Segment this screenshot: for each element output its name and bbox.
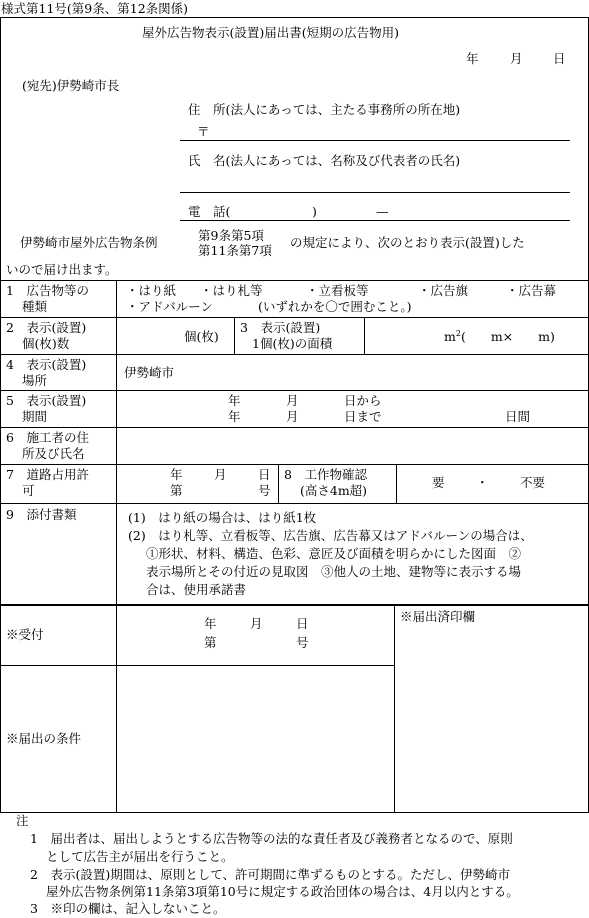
row1-label-2: 種類 (22, 299, 48, 314)
row8-label-2: (高さ4m超) (300, 483, 368, 498)
row4-label-2: 場所 (22, 373, 48, 388)
ad-type-option[interactable]: ・立看板等 (306, 283, 369, 298)
ad-type-option[interactable]: ・広告幕 (506, 283, 557, 298)
ad-type-option[interactable]: ・広告旗 (418, 283, 469, 298)
addressee: (宛先)伊勢崎市長 (22, 78, 120, 93)
ad-type-option[interactable]: ・アドバルーン (126, 299, 214, 314)
row7-label: 7 道路占用許 (6, 467, 89, 482)
list-item: (2) はり札等、立看板等、広告旗、広告幕又はアドバルーンの場合は、 (128, 528, 533, 543)
ad-type-note: (いずれかを〇で囲むこと。) (258, 299, 412, 314)
note-line: 3 ※印の欄は、記入しないこと。 (30, 901, 226, 916)
stamp-label: ※届出済印欄 (400, 609, 476, 624)
notes-heading: 注 (16, 813, 29, 828)
note-line: 屋外広告物条例第11条第3項第10号に規定する政治団体の場合は、4月以内とする。 (46, 884, 519, 899)
contractor-field[interactable] (124, 438, 584, 454)
row5-label: 5 表示(設置) (6, 393, 87, 408)
row3-label-2: 1個(枚)の面積 (252, 336, 333, 351)
row6-label-2: 所及び氏名 (22, 446, 85, 461)
row6-label: 6 施工者の住 (6, 430, 89, 445)
note-line: 2 表示(設置)期間は、原則として、許可期間に準ずるものとする。ただし、伊勢崎市 (30, 867, 510, 882)
row2-label-2: 個(枚)数 (22, 336, 70, 351)
row5-label-2: 期間 (22, 409, 48, 424)
row4-label: 4 表示(設置) (6, 357, 87, 372)
option-not-required[interactable]: 不要 (520, 475, 546, 490)
row3-label: 3 表示(設置) (240, 320, 321, 335)
stamp-area[interactable] (400, 630, 582, 806)
phone-line (180, 220, 570, 221)
row1-label: 1 広告物等の (6, 283, 89, 298)
list-item: 合は、使用承諾書 (146, 582, 247, 597)
row2-label: 2 表示(設置) (6, 320, 87, 335)
note-line: として広告主が届出を行うこと。 (46, 849, 234, 864)
postal-mark: 〒 (197, 124, 210, 139)
count-unit[interactable]: 個(枚) (184, 329, 219, 344)
address-label: 住 所(法人にあっては、主たる事務所の所在地) (188, 102, 461, 117)
row7-label-2: 可 (22, 483, 35, 498)
location-field[interactable]: 伊勢崎市 (124, 365, 175, 380)
ad-type-option[interactable]: ・はり紙 (126, 283, 177, 298)
row8-label: 8 工作物確認 (284, 467, 367, 482)
conditions-label: ※届出の条件 (6, 731, 82, 746)
receipt-label: ※受付 (6, 627, 44, 642)
conditions-field[interactable] (122, 672, 388, 806)
ad-type-option[interactable]: ・はり札等 (200, 283, 263, 298)
area-field[interactable]: $m^2$( m× m) (444, 329, 555, 345)
name-label: 氏 名(法人にあっては、名称及び代表者の氏名) (188, 153, 461, 168)
note-line: 1 届出者は、届出しようとする広告物等の法的な責任者及び義務者となるので、原則 (30, 831, 513, 846)
option-required[interactable]: 要 (432, 475, 445, 490)
name-line[interactable] (180, 192, 570, 193)
form-number: 様式第11号(第9条、第12条関係) (1, 1, 189, 16)
list-item: (1) はり紙の場合は、はり紙1枚 (128, 510, 317, 525)
list-item: 表示場所とその付近の見取図 ③他人の土地、建物等に表示する場 (146, 564, 522, 579)
list-item: ①形状、材料、構造、色彩、意匠及び面積を明らかにした図面 ② (146, 546, 522, 561)
address-line[interactable] (180, 140, 570, 141)
form-title: 屋外広告物表示(設置)届出書(短期の広告物用) (142, 25, 400, 40)
row9-label: 9 添付書類 (6, 507, 77, 522)
